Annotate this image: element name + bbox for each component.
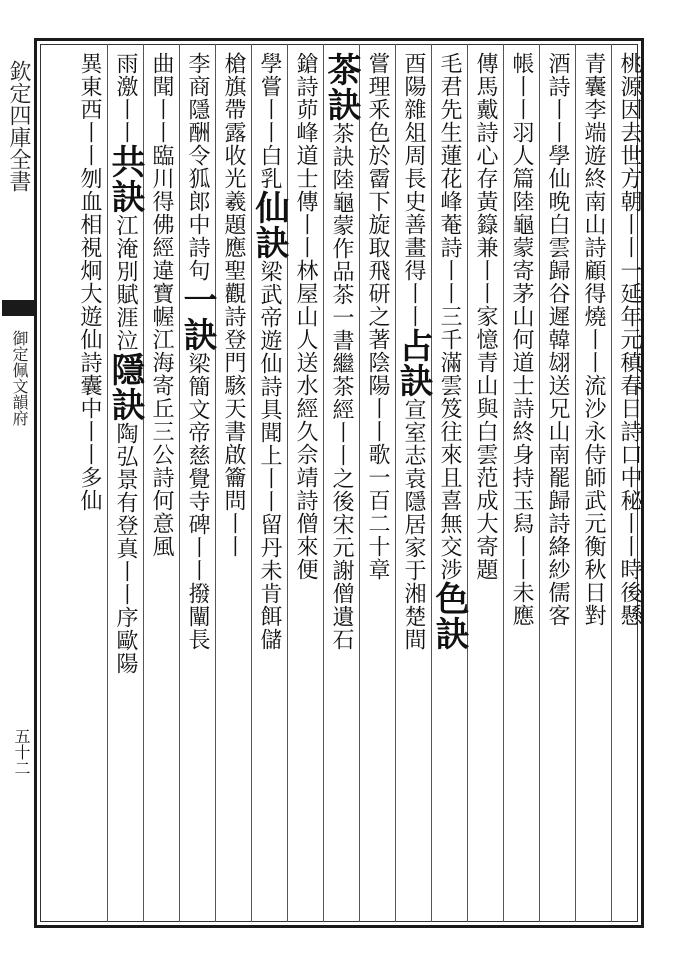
column-rule <box>431 44 432 922</box>
column-text: 梁簡文帝慈覺寺碑丨丨撥闡長 <box>185 352 210 651</box>
text-column <box>429 52 469 914</box>
text-column <box>177 52 217 914</box>
text-column <box>393 52 433 914</box>
text-column <box>216 52 250 914</box>
column-text: 學嘗丨丨白乳 <box>257 52 282 190</box>
page-number: 五十二 <box>12 728 31 776</box>
column-rule <box>575 44 576 922</box>
column-rule <box>395 44 396 922</box>
column-rule <box>467 44 468 922</box>
text-column <box>321 52 361 914</box>
column-rule <box>215 44 216 922</box>
entry-heading: 一訣 <box>177 282 217 352</box>
column-text: 桃源因去世方朝丨丨一延年元稹春日詩口中秘丨丨時後懸 <box>617 52 642 627</box>
column-text: 著陰陽丨丨歌一百二十章 <box>365 328 390 581</box>
column-text: 江淹別賦涯泣 <box>113 214 138 352</box>
column-rule <box>251 44 252 922</box>
column-rule <box>359 44 360 922</box>
column-text: 酒詩丨丨學仙晚白雲歸谷遲韓翃送兄山南罷歸詩絳紗儒客 <box>545 52 570 627</box>
entry-heading: 茶訣 <box>321 52 361 122</box>
column-text: 嘗理釆色於霤下旋取飛研之 <box>365 52 390 328</box>
text-column <box>360 52 394 914</box>
book-name: 御定佩文韻府 <box>10 330 29 426</box>
column-text: 茶訣陸龜蒙作品茶一書繼茶經丨丨之後宋元謝僧遺石 <box>329 122 354 651</box>
column-text: 雨激丨丨 <box>113 52 138 144</box>
entry-heading: 共訣 <box>105 144 145 214</box>
column-text: 毛君先生蓮花峰菴詩丨丨三千滿雲笈往來且喜無交涉 <box>437 52 462 581</box>
column-text: 光羲題應聖觀詩登門駭天書啟籥問丨丨 <box>221 167 246 558</box>
column-text: 槍旗帶露收 <box>221 52 246 167</box>
column-rule <box>503 44 504 922</box>
book-title: 欽定四庫全書 <box>6 60 31 192</box>
text-column <box>576 52 610 914</box>
column-text: 宣室志袁隱居家于湘楚間 <box>401 398 426 651</box>
text-column <box>540 52 574 914</box>
column-rule <box>107 44 108 922</box>
text-column <box>504 52 538 914</box>
column-text: 鎗詩茆峰道士傳丨丨林屋山人送水經久佘靖詩僧來便 <box>293 52 318 581</box>
column-rule <box>287 44 288 922</box>
column-text: 梁武帝遊仙詩具聞上丨丨留丹未肯餌儲 <box>257 260 282 651</box>
entry-heading: 色訣 <box>429 581 469 651</box>
entry-heading: 占訣 <box>393 328 433 398</box>
column-text: 李商隱酬令狐郎中詩句 <box>185 52 210 282</box>
text-column <box>288 52 322 914</box>
text-column <box>105 52 145 914</box>
column-text: 青囊李端遊終南山詩顧得燒丨丨流沙永侍師武元衡秋日對 <box>581 52 606 627</box>
text-column <box>612 52 646 914</box>
text-column <box>468 52 502 914</box>
text-column <box>249 52 289 914</box>
column-text: 傳馬戴詩心存黃籙兼丨丨家憶青山與白雲范成大寄題 <box>473 52 498 581</box>
text-column <box>72 52 106 914</box>
column-text: 異東西 <box>77 52 102 121</box>
column-text: 丨丨刎血相視 <box>77 121 102 259</box>
entry-heading: 隱訣 <box>105 352 145 422</box>
column-text: 酉陽雜俎周長史善畫得丨丨 <box>401 52 426 328</box>
column-rule <box>539 44 540 922</box>
column-text: 違寶幄江海寄丘三公詩何意風 <box>149 259 174 558</box>
column-text: 曲聞丨丨臨川得佛經 <box>149 52 174 259</box>
column-text: 炯大遊仙詩囊中丨丨多仙 <box>77 259 102 512</box>
column-rule <box>179 44 180 922</box>
column-text: 陶弘景有登真丨丨序歐陽 <box>113 422 138 675</box>
margin-black-bar <box>2 300 36 316</box>
column-text: 帳丨丨羽人篇陸龜蒙寄茅山何道士詩終身持玉舄丨丨未應 <box>509 52 534 627</box>
entry-heading: 仙訣 <box>249 190 289 260</box>
text-column <box>144 52 178 914</box>
column-rule <box>323 44 324 922</box>
column-rule <box>611 44 612 922</box>
